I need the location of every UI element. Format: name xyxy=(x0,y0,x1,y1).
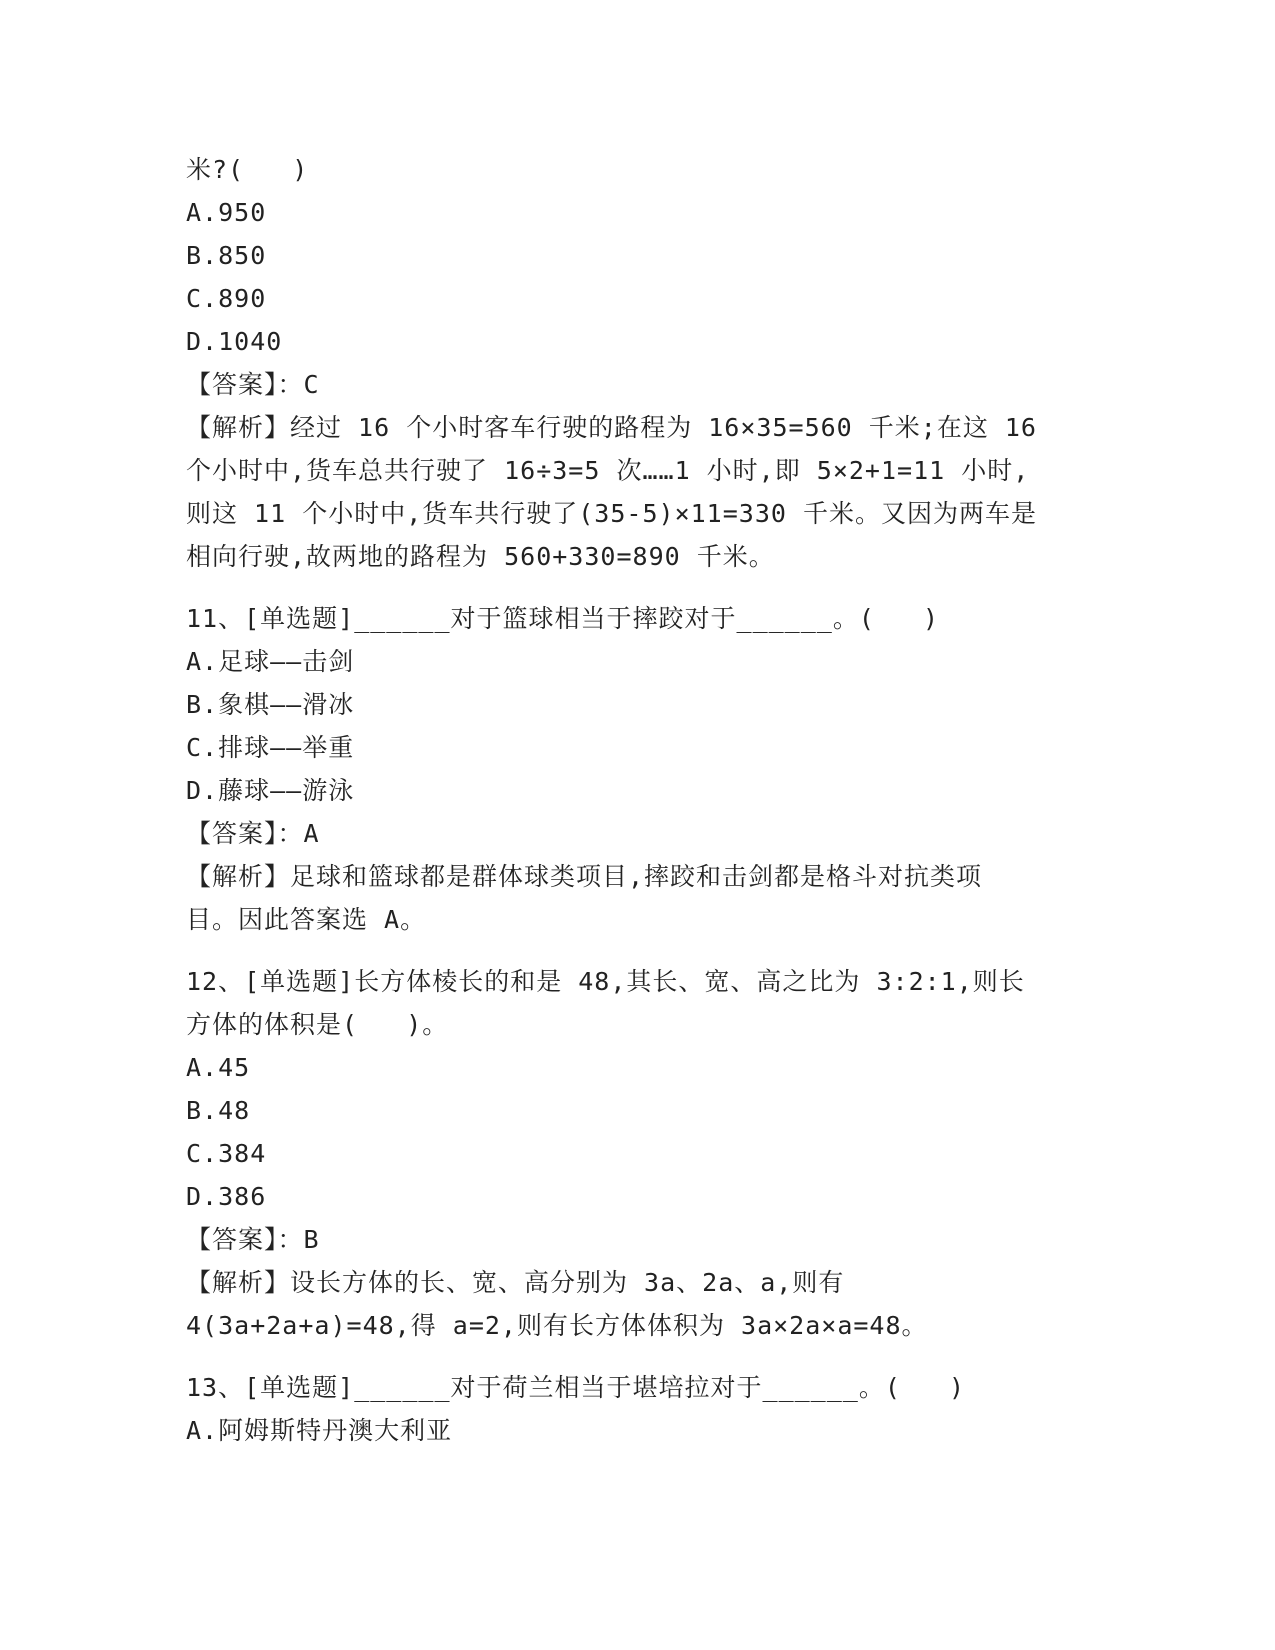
option-c: C.384 xyxy=(186,1139,267,1168)
answer: 【答案】：A xyxy=(186,819,320,848)
spacer xyxy=(186,1347,1086,1366)
analysis-line: 目。因此答案选 A。 xyxy=(186,905,427,934)
question-stem: 11、[单选题]______对于篮球相当于摔跤对于______。( ) xyxy=(186,604,940,633)
question-stem: 13、[单选题]______对于荷兰相当于堪培拉对于______。( ) xyxy=(186,1373,966,1402)
analysis-line: 4(3a+2a+a)=48,得 a=2,则有长方体体积为 3a×2a×a=48。 xyxy=(186,1311,928,1340)
question-10 xyxy=(186,148,1086,578)
question-11 xyxy=(186,597,1086,941)
option-c: C.890 xyxy=(186,284,267,313)
option-a: A.950 xyxy=(186,198,267,227)
analysis-line: 个小时中,货车总共行驶了 16÷3=5 次……1 小时,即 5×2+1=11 小时, xyxy=(186,456,1030,485)
question-12 xyxy=(186,960,1086,1347)
option-c: C.排球——举重 xyxy=(186,733,355,762)
question-stem: 方体的体积是( )。 xyxy=(186,1010,449,1039)
answer: 【答案】：B xyxy=(186,1225,320,1254)
spacer xyxy=(186,578,1086,597)
question-stem: 12、[单选题]长方体棱长的和是 48,其长、宽、高之比为 3:2:1,则长 xyxy=(186,967,1025,996)
option-a: A.阿姆斯特丹澳大利亚 xyxy=(186,1416,453,1445)
option-d: D.386 xyxy=(186,1182,267,1211)
analysis-line: 【解析】设长方体的长、宽、高分别为 3a、2a、a,则有 xyxy=(186,1268,845,1297)
option-d: D.藤球——游泳 xyxy=(186,776,355,805)
analysis-line: 则这 11 个小时中,货车共行驶了(35-5)×11=330 千米。又因为两车是 xyxy=(186,499,1037,528)
option-b: B.850 xyxy=(186,241,267,270)
answer: 【答案】：C xyxy=(186,370,320,399)
analysis-line: 【解析】足球和篮球都是群体球类项目,摔跤和击剑都是格斗对抗类项 xyxy=(186,862,983,891)
document-page xyxy=(186,148,1086,1452)
option-b: B.象棋——滑冰 xyxy=(186,690,355,719)
option-a: A.45 xyxy=(186,1053,251,1082)
option-d: D.1040 xyxy=(186,327,283,356)
question-13 xyxy=(186,1366,1086,1452)
option-a: A.足球——击剑 xyxy=(186,647,355,676)
spacer xyxy=(186,941,1086,960)
analysis-line: 【解析】经过 16 个小时客车行驶的路程为 16×35=560 千米;在这 16 xyxy=(186,413,1037,442)
option-b: B.48 xyxy=(186,1096,251,1125)
question-stem: 米?( ) xyxy=(186,155,309,184)
analysis-line: 相向行驶,故两地的路程为 560+330=890 千米。 xyxy=(186,542,775,571)
